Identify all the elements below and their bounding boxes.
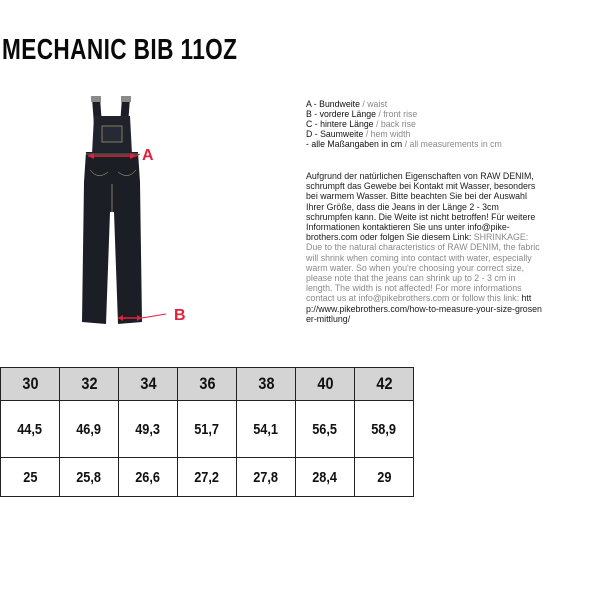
table-cell: 51,7: [178, 401, 237, 458]
measure-guide-link[interactable]: http://www.pikebrothers.com/how-to-measure-your-size-grosener-mittlung/: [306, 293, 542, 325]
table-cell: 25,8: [60, 458, 119, 497]
table-cell: 56,5: [296, 401, 355, 458]
shrinkage-text-de: Aufgrund der natürlichen Eigenschaften von RAW DENIM, schrumpft das Gewebe bei Kontakt mit Wasser, besonders bei warmem Wasser. Bitte beachten Sie bei der Auswahl Ihrer Größe, dass die Jeans in der Länge 2 - 3cm schrumpfen kann. Die Weite ist nicht betroffen! Für weitere Informationen kontaktieren Sie uns unter info@pike-brothers.com oder folgen Sie diesem Link:: [306, 171, 536, 244]
table-cell: 44,5: [1, 401, 60, 458]
size-header-cell: 32: [60, 368, 119, 401]
size-header-cell: 38: [237, 368, 296, 401]
legend-row: D - Saumweite / hem width: [306, 129, 411, 140]
measurement-legend: [306, 100, 536, 150]
table-cell: 26,6: [119, 458, 178, 497]
size-header-cell: 40: [296, 368, 355, 401]
size-table: [0, 367, 414, 497]
marker-b-label: B: [174, 307, 186, 324]
marker-a-label: A: [142, 147, 154, 164]
table-cell: 49,3: [119, 401, 178, 458]
table-cell: 58,9: [355, 401, 414, 458]
overalls-image: [70, 92, 210, 342]
shrinkage-note: [306, 172, 543, 325]
table-cell: 46,9: [60, 401, 119, 458]
table-cell: 25: [1, 458, 60, 497]
table-row: [1, 458, 414, 497]
legend-row: B - vordere Länge / front rise: [306, 109, 418, 120]
table-row: [1, 401, 414, 458]
legend-row: A - Bundweite / waist: [306, 99, 388, 110]
size-header-cell: 30: [1, 368, 60, 401]
table-header-row: [1, 368, 414, 401]
table-cell: 29: [355, 458, 414, 497]
legend-row: - alle Maßangaben in cm / all measurements in cm: [306, 139, 502, 150]
table-cell: 28,4: [296, 458, 355, 497]
table-cell: 27,8: [237, 458, 296, 497]
legend-row: C - hintere Länge / back rise: [306, 119, 416, 130]
shrinkage-text-en: SHRINKAGE: Due to the natural characteristics of RAW DENIM, the fabric will shrink when coming into contact with water, especially warm water. So when you're choosing your correct size, please note that the jeans can shrink up to 2 - 3 cm in length. The width is not affected! For more informations contact us at info@pikebrothers.com or follow this link:: [306, 232, 540, 305]
product-title: MECHANIC BIB 11OZ: [2, 34, 238, 66]
size-header-cell: 36: [178, 368, 237, 401]
table-cell: 54,1: [237, 401, 296, 458]
size-header-cell: 42: [355, 368, 414, 401]
table-cell: 27,2: [178, 458, 237, 497]
size-header-cell: 34: [119, 368, 178, 401]
